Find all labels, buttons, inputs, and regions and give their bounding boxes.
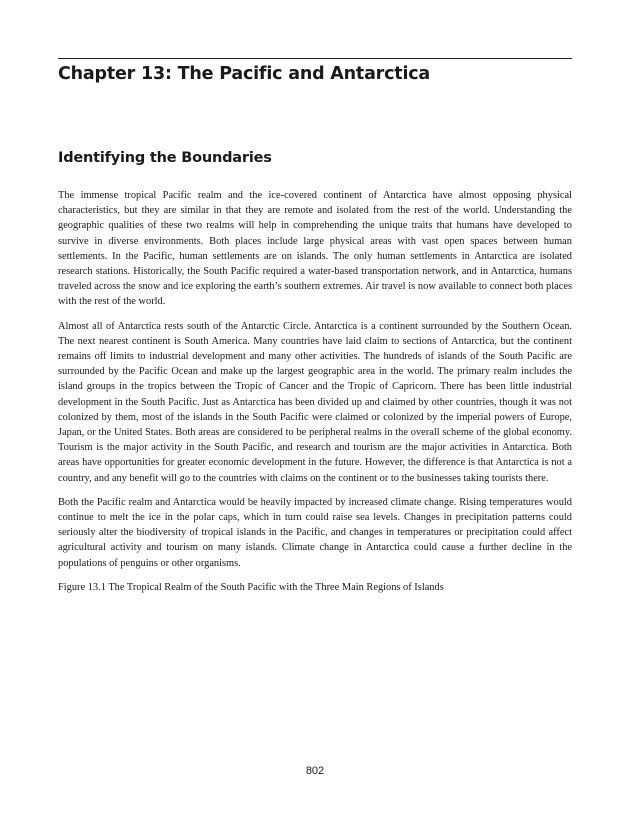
header-rule: [58, 58, 572, 59]
paragraph-1: The immense tropical Pacific realm and the ice-covered continent of Antarctica have almost opposing physical characteristics, but they are similar in that they are remote and isolated from the rest of the world. Understanding the geographic qualities of these two realms will help in comprehending the unique traits that humans have developed to survive in diverse environments. Both places include large physical areas with vast open spaces between human settlements. In the Pacific, human settlements are on islands. The only human settlements in Antarctica are isolated research stations. Historically, the South Pacific required a water-based transportation network, and in Antarctica, humans traveled across the snow and ice exploring the earth’s southern extremes. Air travel is now available to connect both places with the rest of the world.: [58, 190, 572, 308]
body-text: [58, 188, 572, 604]
chapter-title: Chapter 13: The Pacific and Antarctica: [58, 64, 431, 84]
paragraph-2: Almost all of Antarctica rests south of the Antarctic Circle. Antarctica is a continent surrounded by the Southern Ocean. The next nearest continent is South America. Many countries have laid claim to sections of Antarctica, but the continent remains off limits to industrial development and many other activities. The hundreds of islands of the South Pacific are surrounded by the Pacific Ocean and make up the largest geographic area in the world. The primary realm includes the island groups in the tropics between the Tropic of Cancer and the Tropic of Capricorn. There has been little industrial development in the South Pacific. Just as Antarctica has been divided up and claimed by other countries, though it was not colonized by them, most of the islands in the South Pacific were claimed or colonized by the imperial powers of Europe, Japan, or the United States. Both areas are considered to be peripheral realms in the overall scheme of the global economy. Tourism is the major activity in the South Pacific, and research and tourism are the major activities in Antarctica. Both areas have opportunities for greater economic development in the future. However, the difference is that Antarctica is not a country, and any benefit will go to the countries with claims on the continent or to the businesses taking tourists there.: [58, 320, 572, 484]
page-number: 802: [305, 765, 325, 777]
figure-caption: Figure 13.1 The Tropical Realm of the South Pacific with the Three Main Regions of Islands: [58, 581, 444, 593]
section-heading: Identifying the Boundaries: [58, 150, 272, 166]
paragraph-3: Both the Pacific realm and Antarctica would be heavily impacted by increased climate change. Rising temperatures would continue to melt the ice in the polar caps, which in turn could raise sea levels. Changes in precipitation patterns could seriously alter the biodiversity of tropical islands in the Pacific, and changes in temperatures or precipitation could affect agricultural activity and tourism on many islands. Climate change in Antarctica could cause a further decline in the populations of penguins or other organisms.: [58, 496, 572, 569]
